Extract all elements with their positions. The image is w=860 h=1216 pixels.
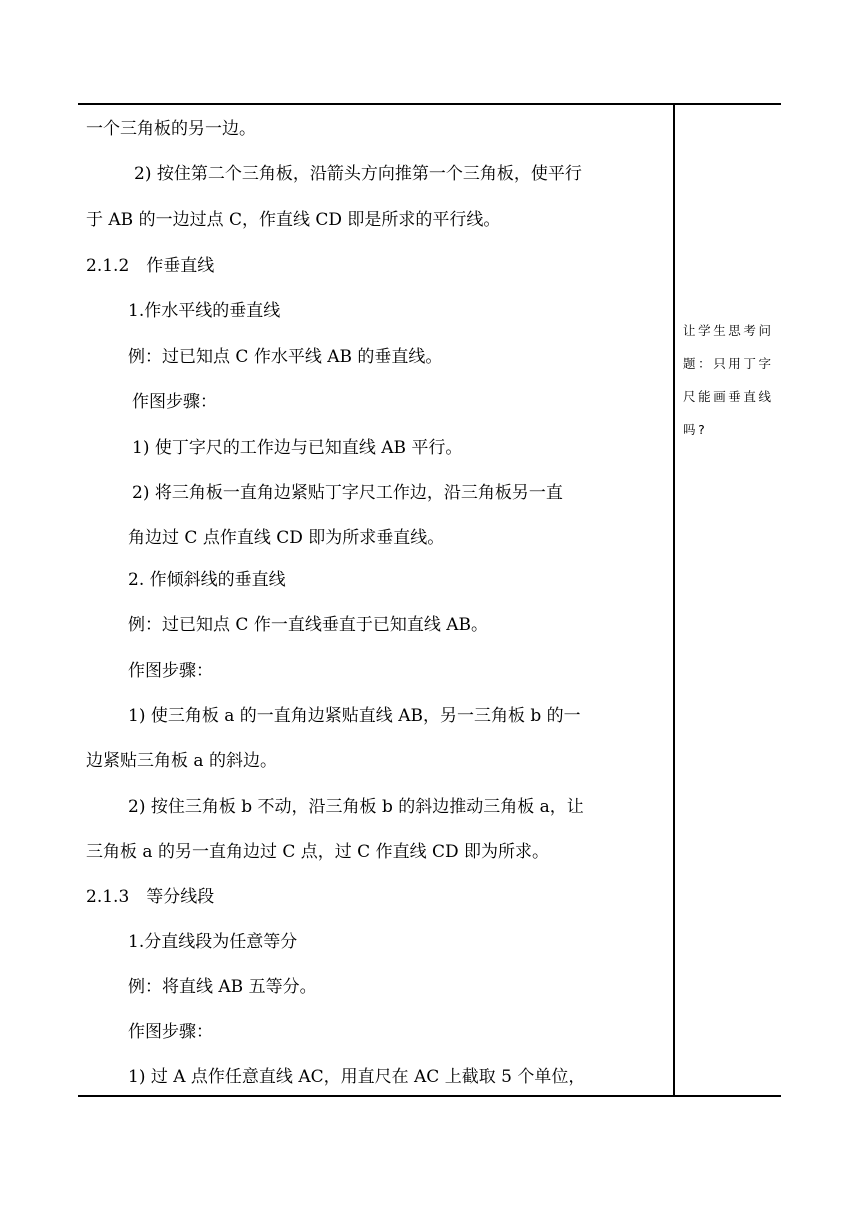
side-note-line: 吗? — [683, 422, 708, 437]
section-heading: 2.1.2 作垂直线 — [86, 256, 215, 276]
text-line: 例：过已知点 C 作一直线垂直于已知直线 AB。 — [128, 615, 488, 635]
text-line: 2) 将三角板一直角边紧贴丁字尺工作边，沿三角板另一直 — [132, 483, 563, 503]
side-note-line: 尺能画垂直线 — [683, 389, 774, 404]
text-line: 三角板 a 的另一直角边过 C 点，过 C 作直线 CD 即为所求。 — [86, 842, 550, 862]
subsection-heading: 2. 作倾斜线的垂直线 — [128, 570, 286, 590]
text-line: 一个三角板的另一边。 — [86, 119, 256, 139]
text-line: 1) 使三角板 a 的一直角边紧贴直线 AB，另一三角板 b 的一 — [128, 706, 581, 726]
text-line: 作图步骤： — [128, 1022, 213, 1042]
subsection-heading: 1.分直线段为任意等分 — [128, 932, 298, 952]
text-line: 作图步骤： — [132, 392, 217, 412]
text-line: 角边过 C 点作直线 CD 即为所求垂直线。 — [128, 528, 445, 548]
column-divider — [673, 103, 675, 1097]
subsection-heading: 1.作水平线的垂直线 — [128, 301, 281, 321]
text-line: 1) 过 A 点作任意直线 AC，用直尺在 AC 上截取 5 个单位， — [128, 1067, 586, 1087]
text-line: 边紧贴三角板 a 的斜边。 — [86, 751, 277, 771]
text-line: 2) 按住三角板 b 不动，沿三角板 b 的斜边推动三角板 a，让 — [128, 797, 584, 817]
text-line: 1) 使丁字尺的工作边与已知直线 AB 平行。 — [132, 438, 463, 458]
side-note-line: 题：只用丁字 — [683, 356, 774, 371]
text-line: 2) 按住第二个三角板，沿箭头方向推第一个三角板，使平行 — [134, 164, 582, 184]
side-note-line: 让学生思考问 — [683, 323, 774, 338]
text-line: 作图步骤： — [128, 661, 213, 681]
side-note — [683, 314, 779, 446]
text-line: 例：将直线 AB 五等分。 — [128, 977, 317, 997]
text-line: 于 AB 的一边过点 C，作直线 CD 即是所求的平行线。 — [86, 210, 501, 230]
section-heading: 2.1.3 等分线段 — [86, 887, 215, 907]
text-line: 例：过已知点 C 作水平线 AB 的垂直线。 — [128, 347, 443, 367]
